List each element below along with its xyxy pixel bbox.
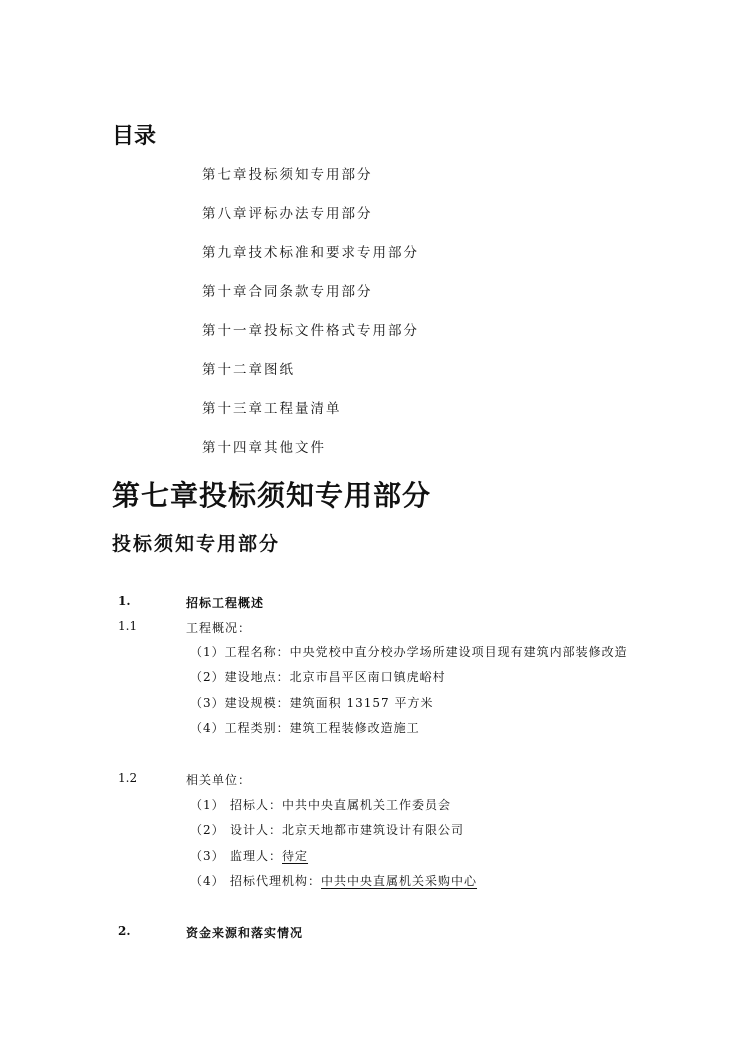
party-label: 招标代理机构： <box>230 874 322 888</box>
party-number: （3） <box>190 849 225 863</box>
chapter-title: 第七章投标须知专用部分 <box>112 479 432 512</box>
party-value-underlined: 中共中央直属机关采购中心 <box>321 874 478 888</box>
project-scale-item: （3）建设规模：建筑面积 13157 平方米 <box>190 696 434 710</box>
toc-item-ch8[interactable]: 第八章评标办法专用部分 <box>202 206 373 222</box>
section-2-title: 资金来源和落实情况 <box>186 926 304 940</box>
chapter-subtitle: 投标须知专用部分 <box>112 533 281 555</box>
toc-item-ch12[interactable]: 第十二章图纸 <box>202 362 295 378</box>
subsection-1-2-title: 相关单位： <box>186 773 252 787</box>
toc-item-ch13[interactable]: 第十三章工程量清单 <box>202 401 342 417</box>
subsection-1-1-title: 工程概况： <box>186 621 252 635</box>
subsection-1-1-number: 1.1 <box>118 619 138 633</box>
party-value: 北京天地都市建筑设计有限公司 <box>282 823 465 837</box>
party-supervisor <box>190 847 308 864</box>
toc-title: 目录 <box>112 124 157 149</box>
toc-item-ch14[interactable]: 第十四章其他文件 <box>202 440 326 456</box>
section-1-number: 1. <box>118 594 131 608</box>
party-label: 设计人： <box>230 823 283 837</box>
toc-item-ch7[interactable]: 第七章投标须知专用部分 <box>202 167 373 183</box>
party-tenderer <box>190 796 451 813</box>
party-number: （2） <box>190 823 225 837</box>
section-2-number: 2. <box>118 924 131 938</box>
party-label: 招标人： <box>230 798 283 812</box>
party-number: （1） <box>190 798 225 812</box>
subsection-1-2-number: 1.2 <box>118 771 138 785</box>
project-name-item: （1）工程名称：中央党校中直分校办学场所建设项目现有建筑内部装修改造 <box>190 645 628 659</box>
party-label: 监理人： <box>230 849 283 863</box>
project-type-item: （4）工程类别：建筑工程装修改造施工 <box>190 721 420 735</box>
party-agency <box>190 872 477 889</box>
project-location-item: （2）建设地点：北京市昌平区南口镇虎峪村 <box>190 670 446 684</box>
toc-item-ch11[interactable]: 第十一章投标文件格式专用部分 <box>202 323 419 339</box>
party-value: 中共中央直属机关工作委员会 <box>282 798 452 812</box>
party-number: （4） <box>190 874 225 888</box>
section-1-title: 招标工程概述 <box>186 596 265 610</box>
party-value-underlined: 待定 <box>282 849 309 863</box>
party-designer <box>190 821 464 838</box>
toc-item-ch10[interactable]: 第十章合同条款专用部分 <box>202 284 373 300</box>
toc-item-ch9[interactable]: 第九章技术标准和要求专用部分 <box>202 245 419 261</box>
